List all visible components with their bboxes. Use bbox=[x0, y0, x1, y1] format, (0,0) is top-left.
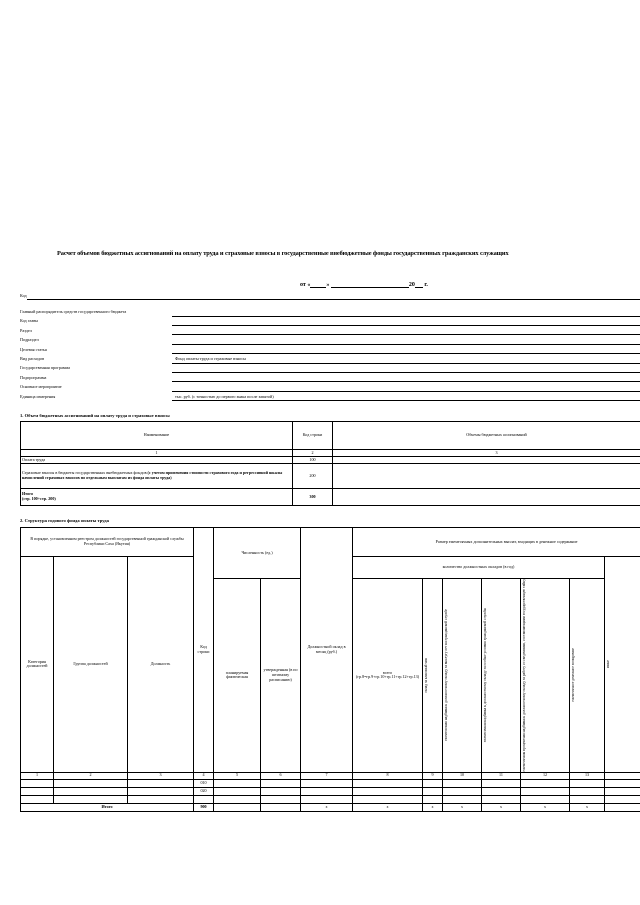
header-label: Целевая статья bbox=[20, 346, 47, 352]
header-field-line bbox=[172, 391, 640, 392]
total-row-volume[interactable] bbox=[333, 489, 640, 506]
total-mark: x bbox=[301, 803, 353, 811]
header-label: Главный распорядитель средств государственного бюджета bbox=[20, 309, 127, 314]
row-cell[interactable] bbox=[214, 779, 261, 787]
num-cell: 4 bbox=[194, 772, 214, 779]
row-cell[interactable] bbox=[301, 779, 353, 787]
row-cell[interactable] bbox=[21, 787, 54, 795]
date-mid: » bbox=[326, 282, 330, 288]
num-cell: 6 bbox=[261, 772, 301, 779]
table-row bbox=[21, 787, 640, 795]
row-cell[interactable] bbox=[301, 795, 353, 803]
month-field[interactable] bbox=[331, 281, 409, 288]
num-cell: 8 bbox=[353, 772, 423, 779]
document-title: Расчет объемов бюджетных ассигнований на оплату труда и страховые взносы в государственные внебюджетные фонды государственных гражданских служащих bbox=[57, 250, 509, 257]
num-cell: 7 bbox=[301, 772, 353, 779]
table-row bbox=[21, 779, 640, 787]
row-cell[interactable] bbox=[301, 787, 353, 795]
num-cell: 12 bbox=[521, 772, 570, 779]
v5-header: ежемесячное денежное поощрение bbox=[570, 579, 605, 773]
section1-heading: 1. Объем бюджетных ассигнований на оплату труда и страховые взносы bbox=[20, 413, 170, 418]
row-cell[interactable] bbox=[21, 795, 54, 803]
row-cell[interactable] bbox=[443, 779, 482, 787]
row-cell[interactable] bbox=[570, 787, 605, 795]
total-mark: x bbox=[521, 803, 570, 811]
staff-planned-header: планируемая фактическая bbox=[214, 579, 261, 773]
row-cell[interactable] bbox=[261, 795, 301, 803]
row-cell[interactable] bbox=[605, 787, 640, 795]
total-row-label: Итого (стр. 100+стр. 200) bbox=[21, 489, 293, 506]
date-line bbox=[300, 281, 428, 288]
v6-header: иные bbox=[605, 557, 640, 773]
year-suffix: г. bbox=[424, 282, 428, 288]
category-header: Категория должностей bbox=[21, 557, 54, 773]
num-cell: 11 bbox=[482, 772, 521, 779]
row-cell[interactable] bbox=[261, 779, 301, 787]
row-cell[interactable] bbox=[482, 787, 521, 795]
staff-approved-header: утвержденная (в по штатному расписанию) bbox=[261, 579, 301, 773]
total-mark: x bbox=[570, 803, 605, 811]
total-code: 900 bbox=[194, 803, 214, 811]
num-cell: 3 bbox=[333, 450, 640, 457]
row-cell[interactable] bbox=[261, 787, 301, 795]
header-field-line bbox=[172, 400, 640, 401]
row-cell[interactable] bbox=[214, 787, 261, 795]
header-label: Единица измерения bbox=[20, 393, 56, 399]
v3-header: ежемесячная надбавка к должностному окладу за особые условия гражданской службы bbox=[482, 579, 521, 773]
group-header: Группа должностей bbox=[54, 557, 128, 773]
volume-table bbox=[20, 421, 640, 506]
row-cell[interactable] bbox=[54, 795, 128, 803]
header-field-line bbox=[172, 381, 640, 382]
header-label: Основное мероприятие bbox=[20, 384, 62, 390]
total-cell[interactable] bbox=[261, 803, 301, 811]
row-cell[interactable] bbox=[128, 795, 194, 803]
row-cell[interactable] bbox=[605, 795, 640, 803]
col-volume-header: Объемы бюджетных ассигнований bbox=[333, 422, 640, 450]
number-row bbox=[21, 772, 640, 779]
num-cell: 2 bbox=[293, 450, 333, 457]
salary-header: Должностной оклад в месяц (руб.) bbox=[301, 528, 353, 773]
row-code: 100 bbox=[293, 457, 333, 464]
header-field-line bbox=[172, 363, 640, 364]
num-cell: 1 bbox=[21, 450, 293, 457]
year-field[interactable] bbox=[415, 281, 423, 288]
v2-header: ежемесячная надбавка к должностному окладу за выслугу лет на гражданской службе bbox=[443, 579, 482, 773]
header-field-line bbox=[172, 344, 640, 345]
header-field-line bbox=[172, 353, 640, 354]
date-prefix: от « bbox=[300, 282, 311, 288]
row-cell[interactable] bbox=[54, 787, 128, 795]
row-cell[interactable] bbox=[54, 779, 128, 787]
position-header: Должность bbox=[128, 557, 194, 773]
row-cell[interactable] bbox=[128, 787, 194, 795]
total-cell[interactable] bbox=[605, 803, 640, 811]
row-cell[interactable] bbox=[353, 795, 423, 803]
header-field-line bbox=[172, 325, 640, 326]
header-label: Государственная программа bbox=[20, 365, 71, 371]
row-code bbox=[194, 795, 214, 803]
header-label: Подраздел bbox=[20, 337, 39, 343]
num-cell: 13 bbox=[570, 772, 605, 779]
header-field-line bbox=[172, 316, 640, 317]
row-cell[interactable] bbox=[521, 787, 570, 795]
row-cell[interactable] bbox=[423, 779, 443, 787]
row-cell[interactable] bbox=[521, 779, 570, 787]
year-prefix: 20 bbox=[408, 282, 415, 288]
col-code-header: Код строки bbox=[293, 422, 333, 450]
row-cell[interactable] bbox=[443, 795, 482, 803]
header-label: Код главы bbox=[20, 318, 38, 324]
total-mark: x bbox=[423, 803, 443, 811]
code-header: Код строки bbox=[194, 528, 214, 773]
total-label: Итого bbox=[21, 803, 194, 811]
table-row bbox=[21, 795, 640, 803]
num-cell: 2 bbox=[54, 772, 128, 779]
row-name: Оплата труда bbox=[21, 457, 293, 464]
row-cell[interactable] bbox=[443, 787, 482, 795]
row-code: 020 bbox=[194, 787, 214, 795]
v4-header: ежемесячная процентная надбавка к должностному окладу за работу со сведениями, составляющими государственную тайну bbox=[521, 579, 570, 773]
total-cell[interactable] bbox=[214, 803, 261, 811]
total-mark: x bbox=[482, 803, 521, 811]
row-volume[interactable] bbox=[333, 457, 640, 464]
row-cell[interactable] bbox=[353, 779, 423, 787]
num-cell: 1 bbox=[21, 772, 54, 779]
row-code: 010 bbox=[194, 779, 214, 787]
reestr-header: В порядке, установленном реестром должностей государственной гражданской службы Республики Саха (Якутия) bbox=[21, 528, 194, 557]
row-cell[interactable] bbox=[21, 779, 54, 787]
row-cell[interactable] bbox=[570, 779, 605, 787]
header-label: Вид расходов bbox=[20, 356, 45, 361]
day-field[interactable] bbox=[310, 281, 326, 288]
row-cell[interactable] bbox=[128, 779, 194, 787]
row-cell[interactable] bbox=[482, 779, 521, 787]
data-rows bbox=[21, 779, 640, 803]
header-label: Подпрограмма bbox=[20, 374, 47, 380]
row-cell[interactable] bbox=[482, 795, 521, 803]
total-mark: x bbox=[353, 803, 423, 811]
row-cell[interactable] bbox=[521, 795, 570, 803]
header-value[interactable]: тыс. руб. (с точностью до первого знака после запятой) bbox=[175, 393, 274, 399]
col-name-header: Наименование bbox=[21, 422, 293, 450]
header-code-line bbox=[27, 299, 640, 300]
row-cell[interactable] bbox=[605, 779, 640, 787]
row-code: 200 bbox=[293, 464, 333, 489]
header-field-line bbox=[172, 334, 640, 335]
header-field-line bbox=[172, 372, 640, 373]
total-row bbox=[21, 803, 640, 811]
num-cell: 3 bbox=[128, 772, 194, 779]
total-mark: x bbox=[443, 803, 482, 811]
row-cell[interactable] bbox=[214, 795, 261, 803]
total-formula-header: всего (гр.8=гр.9+гр.10+гр.11+гр.12+гр.13) bbox=[353, 579, 423, 773]
num-cell: 5 bbox=[214, 772, 261, 779]
header-value[interactable]: Фонд оплаты труда и страховые взносы bbox=[175, 356, 246, 361]
monthly-group-header: Размер ежемесячных дополнительных выплат, входящих в денежное содержание bbox=[353, 528, 640, 557]
row-cell[interactable] bbox=[570, 795, 605, 803]
structure-table bbox=[20, 527, 640, 812]
row-cell[interactable] bbox=[423, 795, 443, 803]
row-name: Страховые взносы в бюджеты государственных внебюджетных фондов (с учетом применения стоимости страхового года и регрессивной шкалы начислений страховых взносов по отдельным выплатам из фонда оплаты труда) bbox=[21, 464, 293, 489]
count-group-header: количество должностных окладов (в год) bbox=[353, 557, 605, 579]
num-cell: 10 bbox=[443, 772, 482, 779]
num-cell: 9 bbox=[423, 772, 443, 779]
total-row-code: 300 bbox=[293, 489, 333, 506]
header-code-label: Код bbox=[20, 293, 27, 298]
section2-heading: 2. Структура годового фонда оплаты труда bbox=[20, 518, 109, 523]
row-volume[interactable] bbox=[333, 464, 640, 489]
header-label: Раздел bbox=[20, 327, 32, 333]
v1-header: оклад за классный чин bbox=[423, 579, 443, 773]
row-cell[interactable] bbox=[353, 787, 423, 795]
num-cell bbox=[605, 772, 640, 779]
row-cell[interactable] bbox=[423, 787, 443, 795]
staff-header: Численность (ед.) bbox=[214, 528, 301, 579]
